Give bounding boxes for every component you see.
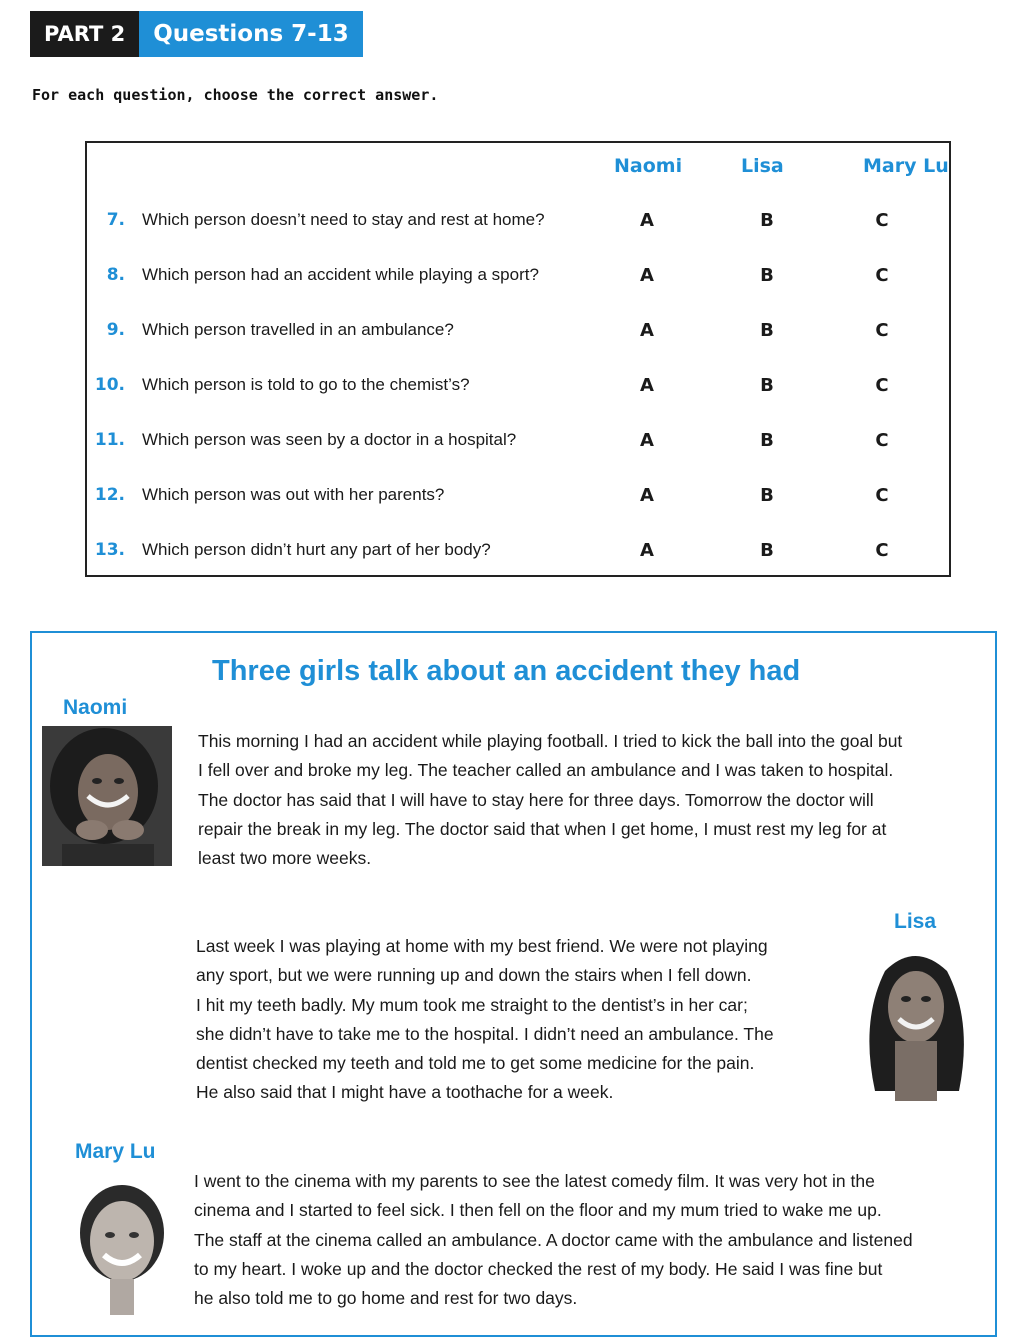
text-line: repair the break in my leg. The doctor said that when I get home, I must rest my leg for at (198, 818, 887, 839)
column-header-naomi: Naomi (614, 155, 683, 177)
question-row (87, 540, 949, 570)
option-b[interactable]: B (760, 265, 774, 286)
option-a[interactable]: A (640, 210, 654, 231)
question-row (87, 265, 949, 295)
question-text: Which person didn’t hurt any part of her body? (142, 540, 491, 559)
question-number: 12. (94, 485, 125, 505)
questions-range: Questions 7-13 (139, 11, 363, 57)
option-b[interactable]: B (760, 210, 774, 231)
option-c[interactable]: C (875, 485, 889, 506)
option-b[interactable]: B (760, 430, 774, 451)
text-line: any sport, but we were running up and down the stairs when I fell down. (196, 965, 752, 986)
option-c[interactable]: C (875, 210, 889, 231)
question-number: 9. (106, 320, 125, 340)
text-line: This morning I had an accident while playing football. I tried to kick the ball into the goal but (198, 731, 903, 751)
question-text: Which person doesn’t need to stay and rest at home? (142, 210, 545, 229)
option-c[interactable]: C (875, 265, 889, 286)
text-line: cinema and I started to feel sick. I then fell on the floor and my mum tried to wake me up. (194, 1200, 882, 1221)
part-header (30, 11, 363, 57)
question-text: Which person is told to go to the chemist’s? (142, 375, 470, 394)
question-number: 13. (94, 540, 125, 560)
option-b[interactable]: B (760, 540, 774, 561)
option-a[interactable]: A (640, 375, 654, 396)
option-a[interactable]: A (640, 540, 654, 561)
text-line: least two more weeks. (198, 848, 372, 869)
naomi-paragraph (198, 727, 902, 873)
mary-lu-paragraph (194, 1167, 913, 1313)
text-line: I went to the cinema with my parents to see the latest comedy film. It was very hot in the (194, 1171, 875, 1191)
text-line: I fell over and broke my leg. The teacher called an ambulance and I was taken to hospital. (198, 760, 894, 781)
option-a[interactable]: A (640, 485, 654, 506)
column-header-lisa: Lisa (741, 155, 784, 177)
question-row (87, 320, 949, 350)
column-header-mary-lu: Mary Lu (863, 155, 949, 177)
option-b[interactable]: B (760, 485, 774, 506)
text-line: He also said that I might have a toothache for a week. (196, 1082, 614, 1103)
instruction: For each question, choose the correct answer. (32, 86, 439, 104)
option-c[interactable]: C (875, 375, 889, 396)
question-number: 10. (94, 375, 125, 395)
option-b[interactable]: B (760, 320, 774, 341)
text-line: I hit my teeth badly. My mum took me straight to the dentist’s in her car; (196, 994, 748, 1015)
option-b[interactable]: B (760, 375, 774, 396)
question-text: Which person was out with her parents? (142, 485, 445, 504)
option-a[interactable]: A (640, 265, 654, 286)
naomi-photo (42, 726, 172, 866)
story-title: Three girls talk about an accident they had (212, 655, 801, 687)
question-number: 8. (106, 265, 125, 285)
text-line: she didn’t have to take me to the hospital. I didn’t need an ambulance. The (196, 1023, 774, 1044)
question-text: Which person was seen by a doctor in a hospital? (142, 430, 517, 449)
text-line: Last week I was playing at home with my best friend. We were not playing (196, 936, 768, 956)
story-box (30, 631, 997, 1337)
option-c[interactable]: C (875, 430, 889, 451)
question-text: Which person travelled in an ambulance? (142, 320, 454, 339)
text-line: The staff at the cinema called an ambulance. A doctor came with the ambulance and listened (194, 1229, 913, 1250)
lisa-name: Lisa (894, 910, 937, 933)
questions-table (85, 141, 951, 577)
lisa-photo (855, 941, 977, 1101)
text-line: he also told me to go home and rest for two days. (194, 1288, 578, 1309)
question-row (87, 375, 949, 405)
text-line: The doctor has said that I will have to stay here for three days. Tomorrow the doctor will (198, 789, 874, 810)
mary-lu-name: Mary Lu (75, 1140, 156, 1163)
question-number: 7. (106, 210, 125, 230)
mary-lu-photo (62, 1179, 182, 1315)
text-line: to my heart. I woke up and the doctor checked the rest of my body. He said I was fine but (194, 1258, 883, 1279)
option-c[interactable]: C (875, 540, 889, 561)
part-label: PART 2 (30, 11, 139, 57)
text-line: dentist checked my teeth and told me to get some medicine for the pain. (196, 1053, 755, 1074)
question-row (87, 210, 949, 240)
naomi-name: Naomi (63, 696, 128, 719)
question-text: Which person had an accident while playing a sport? (142, 265, 539, 284)
option-a[interactable]: A (640, 320, 654, 341)
question-row (87, 485, 949, 515)
question-number: 11. (94, 430, 125, 450)
option-c[interactable]: C (875, 320, 889, 341)
lisa-paragraph (196, 932, 774, 1108)
question-row (87, 430, 949, 460)
option-a[interactable]: A (640, 430, 654, 451)
